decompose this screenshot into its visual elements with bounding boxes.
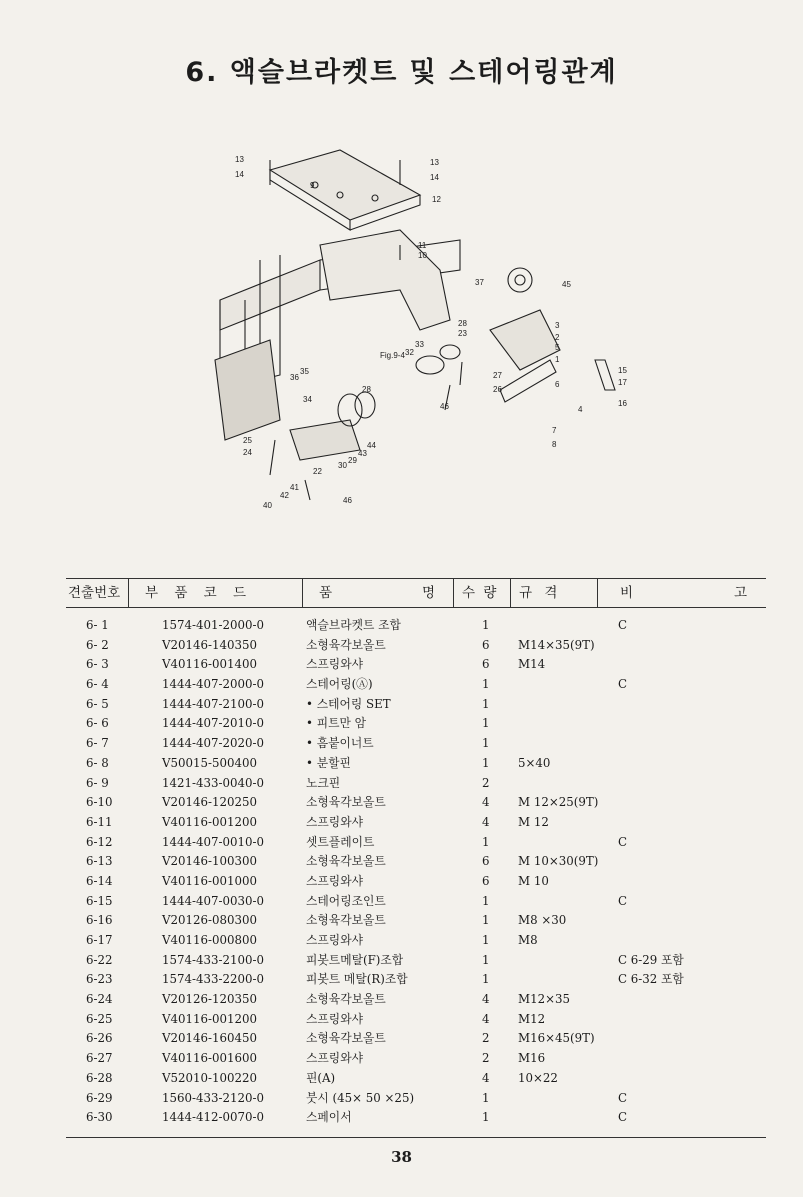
diagram-label: 8: [552, 440, 557, 449]
table-row: 6-15 1444-407-0030-0 스테어링조인트 1 C: [86, 893, 628, 908]
diagram-label: 11: [418, 241, 427, 250]
table-row: 6-23 1574-433-2200-0 피봇트 메탈(R)조합 1 C 6-32 포함: [86, 972, 684, 987]
diagram-label: 41: [290, 483, 299, 492]
diagram-label: 26: [493, 385, 502, 394]
diagram-label: 17: [618, 378, 627, 387]
table-row: 6-11 V40116-001200 스프링와샤 4 M 12: [86, 814, 549, 829]
diagram-label: 10: [418, 251, 427, 260]
header-name-left: 품: [302, 579, 339, 607]
diagram-label: 13: [235, 155, 244, 164]
diagram-label: 24: [243, 448, 252, 457]
exploded-parts-diagram: [200, 140, 660, 520]
diagram-label: 33: [415, 340, 424, 349]
diagram-label: 46: [440, 402, 449, 411]
header-remarks-left: 비: [597, 579, 640, 607]
diagram-label: 28: [362, 385, 371, 394]
diagram-label: 3: [555, 321, 560, 330]
table-row: 6- 6 1444-407-2010-0 • 피트만 암 1: [86, 716, 490, 731]
table-row: 6-12 1444-407-0010-0 셋트플레이트 1 C: [86, 834, 628, 849]
diagram-label: 14: [235, 170, 244, 179]
table-row: 6- 3 V40116-001400 스프링와샤 6 M14: [86, 657, 546, 672]
table-row: 6-13 V20146-100300 소형육각보올트 6 M 10×30(9T): [86, 854, 599, 869]
diagram-label: 35: [300, 367, 309, 376]
axle-bracket-drawing: [200, 140, 660, 520]
table-row: 6- 8 V50015-500400 • 분할핀 1 5×40: [86, 755, 551, 770]
diagram-label: 13: [430, 158, 439, 167]
page-number: 38: [391, 1148, 412, 1166]
table-row: 6-14 V40116-001000 스프링와샤 6 M 10: [86, 873, 549, 888]
diagram-label: 30: [338, 461, 347, 470]
parts-table: [66, 578, 766, 1128]
header-qty: 수 량: [453, 579, 518, 607]
table-row: 6-24 V20126-120350 소형육각보올트 4 M12×35: [86, 992, 570, 1007]
diagram-label: Fig.9-4: [380, 351, 405, 360]
diagram-label: 42: [280, 491, 289, 500]
table-body: [66, 608, 766, 1128]
table-row: 6-16 V20126-080300 소형육각보올트 1 M8 ×30: [86, 913, 567, 928]
table-row: 6-10 V20146-120250 소형육각보올트 4 M 12×25(9T): [86, 795, 599, 810]
diagram-label: 25: [243, 436, 252, 445]
diagram-label: 44: [367, 441, 376, 450]
table-row: 6- 2 V20146-140350 소형육각보올트 6 M14×35(9T): [86, 637, 595, 652]
diagram-label: 1: [555, 355, 560, 364]
diagram-label: 32: [405, 348, 414, 357]
header-index: 견출번호: [68, 585, 121, 601]
diagram-label: 46: [343, 496, 352, 505]
diagram-label: 27: [493, 371, 502, 380]
diagram-label: 28: [458, 319, 467, 328]
header-spec: 규 격: [510, 579, 605, 607]
table-row: 6-29 1560-433-2120-0 붓시 (45× 50 ×25) 1 C: [86, 1090, 628, 1105]
table-row: 6-26 V20146-160450 소형육각보올트 2 M16×45(9T): [86, 1031, 595, 1046]
diagram-label: 6: [555, 380, 560, 389]
table-row: 6- 1 1574-401-2000-0 액슬브라켓트 조합 1 C: [86, 618, 628, 632]
table-bottom-rule: [66, 1137, 766, 1138]
diagram-label: 29: [348, 456, 357, 465]
header-name-right: 명: [422, 585, 436, 601]
diagram-label: 36: [290, 373, 299, 382]
diagram-label: 16: [618, 399, 627, 408]
table-row: 6-30 1444-412-0070-0 스페이서 1 C: [86, 1110, 628, 1125]
diagram-label: 43: [358, 449, 367, 458]
table-row: 6- 7 1444-407-2020-0 • 흠붙이너트 1: [86, 736, 490, 751]
diagram-label: 34: [303, 395, 312, 404]
table-row: 6- 5 1444-407-2100-0 • 스테어링 SET 1: [86, 696, 490, 711]
page-title: 6. 액슬브라켓트 및 스테어링관계: [185, 57, 618, 88]
diagram-label: 2: [555, 333, 560, 342]
diagram-label: 5: [555, 343, 560, 352]
diagram-label: 14: [430, 173, 439, 182]
diagram-label: 9: [310, 181, 315, 190]
diagram-label: 7: [552, 426, 557, 435]
diagram-label: 45: [562, 280, 571, 289]
diagram-label: 22: [313, 467, 322, 476]
table-row: 6-28 V52010-100220 핀(A) 4 10×22: [86, 1070, 558, 1085]
diagram-label: 40: [263, 501, 272, 510]
table-row: 6-27 V40116-001600 스프링와샤 2 M16: [86, 1051, 546, 1066]
diagram-label: 12: [432, 195, 441, 204]
diagram-label: 37: [475, 278, 484, 287]
header-remarks-right: 고: [734, 585, 748, 601]
diagram-label: 23: [458, 329, 467, 338]
table-header: [66, 578, 766, 608]
header-part-code: 부 품 코 드: [128, 579, 305, 607]
table-row: 6-17 V40116-000800 스프링와샤 1 M8: [86, 933, 538, 947]
table-row: 6-25 V40116-001200 스프링와샤 4 M12: [86, 1011, 546, 1026]
table-row: 6- 4 1444-407-2000-0 스테어링(Ⓐ) 1 C: [86, 677, 628, 692]
diagram-label: 4: [578, 405, 583, 414]
diagram-label: 15: [618, 366, 627, 375]
table-row: 6-22 1574-433-2100-0 피봇트메탈(F)조합 1 C 6-29 포함: [86, 952, 684, 967]
table-row: 6- 9 1421-433-0040-0 노크핀 2: [86, 775, 490, 790]
